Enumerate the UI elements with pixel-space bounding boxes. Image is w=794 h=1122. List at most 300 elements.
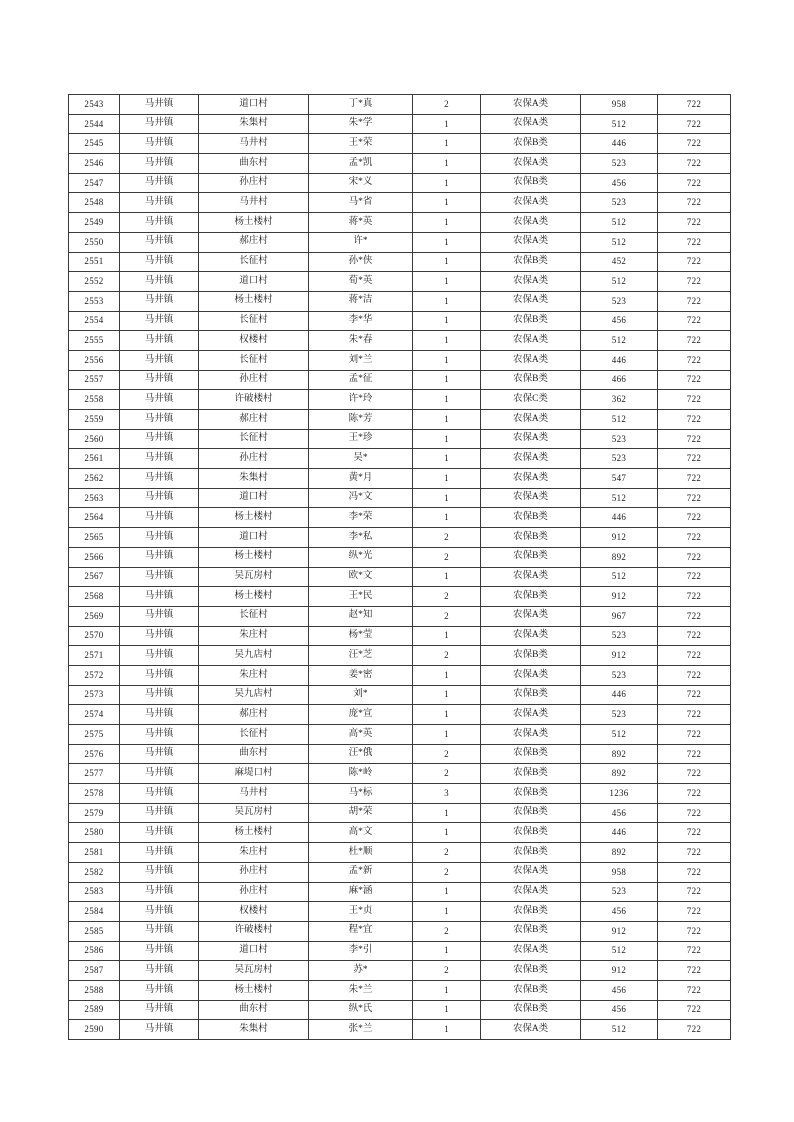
cell-amount: 456 [581, 173, 658, 193]
cell-town: 马井镇 [120, 528, 199, 548]
cell-name: 李*私 [309, 528, 413, 548]
cell-category: 农保C类 [481, 390, 581, 410]
cell-town: 马井镇 [120, 350, 199, 370]
cell-amount: 456 [581, 902, 658, 922]
cell-standard: 722 [658, 961, 731, 981]
cell-village: 孙庄村 [199, 173, 309, 193]
cell-amount: 912 [581, 646, 658, 666]
table-row [69, 311, 731, 331]
benefit-roster-table [68, 94, 731, 1040]
cell-village: 曲东村 [199, 744, 309, 764]
cell-village: 马井村 [199, 134, 309, 154]
cell-person-count: 1 [413, 882, 481, 902]
cell-town: 马井镇 [120, 134, 199, 154]
cell-amount: 466 [581, 370, 658, 390]
cell-town: 马井镇 [120, 567, 199, 587]
cell-serial: 2576 [69, 744, 120, 764]
cell-serial: 2543 [69, 95, 120, 115]
cell-category: 农保B类 [481, 980, 581, 1000]
table-row [69, 114, 731, 134]
cell-category: 农保A类 [481, 725, 581, 745]
cell-village: 长征村 [199, 606, 309, 626]
cell-category: 农保A类 [481, 350, 581, 370]
table-row [69, 862, 731, 882]
cell-name: 庞*宣 [309, 705, 413, 725]
cell-village: 朱集村 [199, 1020, 309, 1040]
cell-name: 李*华 [309, 311, 413, 331]
cell-amount: 892 [581, 744, 658, 764]
cell-amount: 446 [581, 508, 658, 528]
table-row [69, 213, 731, 233]
cell-serial: 2566 [69, 547, 120, 567]
cell-village: 曲东村 [199, 1000, 309, 1020]
cell-village: 吴九店村 [199, 685, 309, 705]
table-row [69, 921, 731, 941]
table-row [69, 980, 731, 1000]
cell-serial: 2574 [69, 705, 120, 725]
cell-town: 马井镇 [120, 547, 199, 567]
table-row [69, 370, 731, 390]
cell-name: 马*省 [309, 193, 413, 213]
cell-name: 王*贞 [309, 902, 413, 922]
cell-category: 农保B类 [481, 134, 581, 154]
cell-category: 农保B类 [481, 961, 581, 981]
cell-category: 农保B类 [481, 370, 581, 390]
cell-serial: 2578 [69, 784, 120, 804]
cell-person-count: 2 [413, 764, 481, 784]
cell-amount: 892 [581, 764, 658, 784]
table-row [69, 528, 731, 548]
cell-amount: 523 [581, 882, 658, 902]
table-row [69, 744, 731, 764]
cell-serial: 2569 [69, 606, 120, 626]
cell-village: 长征村 [199, 311, 309, 331]
cell-standard: 722 [658, 882, 731, 902]
cell-standard: 722 [658, 213, 731, 233]
cell-amount: 912 [581, 587, 658, 607]
cell-standard: 722 [658, 646, 731, 666]
cell-category: 农保A类 [481, 95, 581, 115]
cell-town: 马井镇 [120, 961, 199, 981]
cell-town: 马井镇 [120, 370, 199, 390]
cell-town: 马井镇 [120, 587, 199, 607]
table-row [69, 193, 731, 213]
cell-standard: 722 [658, 350, 731, 370]
cell-person-count: 1 [413, 350, 481, 370]
cell-serial: 2577 [69, 764, 120, 784]
cell-village: 郝庄村 [199, 232, 309, 252]
cell-town: 马井镇 [120, 173, 199, 193]
cell-town: 马井镇 [120, 449, 199, 469]
cell-serial: 2567 [69, 567, 120, 587]
cell-name: 汪*俄 [309, 744, 413, 764]
cell-person-count: 2 [413, 843, 481, 863]
cell-amount: 912 [581, 961, 658, 981]
cell-category: 农保B类 [481, 803, 581, 823]
cell-amount: 512 [581, 488, 658, 508]
cell-serial: 2564 [69, 508, 120, 528]
cell-town: 马井镇 [120, 114, 199, 134]
cell-standard: 722 [658, 134, 731, 154]
cell-name: 欧*文 [309, 567, 413, 587]
cell-name: 蒋*英 [309, 213, 413, 233]
cell-standard: 722 [658, 173, 731, 193]
cell-name: 吴* [309, 449, 413, 469]
cell-amount: 523 [581, 193, 658, 213]
cell-name: 冯*文 [309, 488, 413, 508]
cell-category: 农保B类 [481, 508, 581, 528]
cell-town: 马井镇 [120, 232, 199, 252]
cell-village: 杨土楼村 [199, 587, 309, 607]
cell-person-count: 1 [413, 390, 481, 410]
cell-serial: 2563 [69, 488, 120, 508]
cell-name: 王*珍 [309, 429, 413, 449]
cell-person-count: 1 [413, 272, 481, 292]
table-row [69, 803, 731, 823]
cell-person-count: 1 [413, 311, 481, 331]
table-row [69, 469, 731, 489]
cell-serial: 2570 [69, 626, 120, 646]
cell-name: 孙*侠 [309, 252, 413, 272]
cell-person-count: 1 [413, 508, 481, 528]
cell-town: 马井镇 [120, 311, 199, 331]
cell-standard: 722 [658, 114, 731, 134]
cell-standard: 722 [658, 784, 731, 804]
cell-town: 马井镇 [120, 665, 199, 685]
table-row [69, 390, 731, 410]
cell-name: 纵*光 [309, 547, 413, 567]
table-row [69, 784, 731, 804]
cell-amount: 512 [581, 272, 658, 292]
cell-serial: 2559 [69, 410, 120, 430]
cell-amount: 446 [581, 350, 658, 370]
cell-village: 朱集村 [199, 114, 309, 134]
table-row [69, 823, 731, 843]
cell-amount: 523 [581, 665, 658, 685]
cell-serial: 2568 [69, 587, 120, 607]
cell-town: 马井镇 [120, 823, 199, 843]
cell-serial: 2584 [69, 902, 120, 922]
cell-serial: 2579 [69, 803, 120, 823]
cell-village: 吴瓦房村 [199, 567, 309, 587]
cell-category: 农保B类 [481, 921, 581, 941]
cell-village: 孙庄村 [199, 882, 309, 902]
cell-serial: 2561 [69, 449, 120, 469]
cell-village: 长征村 [199, 725, 309, 745]
cell-person-count: 1 [413, 941, 481, 961]
cell-amount: 456 [581, 311, 658, 331]
cell-category: 农保A类 [481, 941, 581, 961]
cell-serial: 2557 [69, 370, 120, 390]
cell-serial: 2581 [69, 843, 120, 863]
cell-amount: 892 [581, 547, 658, 567]
cell-serial: 2556 [69, 350, 120, 370]
table-row [69, 488, 731, 508]
cell-name: 苏* [309, 961, 413, 981]
cell-standard: 722 [658, 705, 731, 725]
cell-amount: 523 [581, 449, 658, 469]
cell-category: 农保A类 [481, 429, 581, 449]
cell-serial: 2588 [69, 980, 120, 1000]
table-row [69, 665, 731, 685]
cell-amount: 446 [581, 134, 658, 154]
cell-category: 农保B类 [481, 685, 581, 705]
cell-person-count: 1 [413, 134, 481, 154]
cell-category: 农保A类 [481, 331, 581, 351]
table-row [69, 764, 731, 784]
cell-category: 农保B类 [481, 744, 581, 764]
cell-town: 马井镇 [120, 390, 199, 410]
cell-amount: 892 [581, 843, 658, 863]
cell-name: 丁*真 [309, 95, 413, 115]
cell-person-count: 1 [413, 803, 481, 823]
cell-town: 马井镇 [120, 508, 199, 528]
cell-name: 马*标 [309, 784, 413, 804]
cell-amount: 362 [581, 390, 658, 410]
cell-person-count: 1 [413, 154, 481, 174]
cell-village: 孙庄村 [199, 862, 309, 882]
cell-person-count: 1 [413, 213, 481, 233]
table-row [69, 508, 731, 528]
cell-person-count: 1 [413, 626, 481, 646]
cell-standard: 722 [658, 528, 731, 548]
cell-name: 孟*凯 [309, 154, 413, 174]
cell-name: 陈*芳 [309, 410, 413, 430]
cell-serial: 2548 [69, 193, 120, 213]
cell-amount: 512 [581, 725, 658, 745]
cell-village: 郝庄村 [199, 705, 309, 725]
cell-serial: 2547 [69, 173, 120, 193]
table-row [69, 350, 731, 370]
cell-amount: 523 [581, 154, 658, 174]
cell-name: 高*英 [309, 725, 413, 745]
cell-amount: 523 [581, 626, 658, 646]
cell-category: 农保A类 [481, 488, 581, 508]
cell-amount: 967 [581, 606, 658, 626]
cell-town: 马井镇 [120, 980, 199, 1000]
cell-category: 农保A类 [481, 410, 581, 430]
table-row [69, 1020, 731, 1040]
cell-name: 杨*莹 [309, 626, 413, 646]
table-row [69, 705, 731, 725]
table-row [69, 882, 731, 902]
cell-amount: 456 [581, 803, 658, 823]
cell-person-count: 1 [413, 232, 481, 252]
cell-name: 刘*兰 [309, 350, 413, 370]
table-row [69, 252, 731, 272]
cell-village: 吴瓦房村 [199, 961, 309, 981]
cell-person-count: 1 [413, 980, 481, 1000]
cell-serial: 2586 [69, 941, 120, 961]
cell-category: 农保A类 [481, 272, 581, 292]
cell-serial: 2582 [69, 862, 120, 882]
cell-category: 农保A类 [481, 567, 581, 587]
table-row [69, 547, 731, 567]
cell-name: 孟*征 [309, 370, 413, 390]
table-row [69, 567, 731, 587]
cell-serial: 2571 [69, 646, 120, 666]
cell-amount: 1236 [581, 784, 658, 804]
cell-serial: 2550 [69, 232, 120, 252]
table-row [69, 331, 731, 351]
cell-person-count: 1 [413, 823, 481, 843]
cell-town: 马井镇 [120, 272, 199, 292]
table-row [69, 587, 731, 607]
cell-standard: 722 [658, 488, 731, 508]
cell-amount: 512 [581, 331, 658, 351]
cell-name: 黄*月 [309, 469, 413, 489]
cell-village: 孙庄村 [199, 449, 309, 469]
cell-standard: 722 [658, 980, 731, 1000]
cell-person-count: 2 [413, 95, 481, 115]
cell-name: 姜*密 [309, 665, 413, 685]
cell-category: 农保B类 [481, 843, 581, 863]
cell-serial: 2549 [69, 213, 120, 233]
cell-person-count: 1 [413, 567, 481, 587]
cell-person-count: 2 [413, 921, 481, 941]
cell-town: 马井镇 [120, 843, 199, 863]
cell-amount: 512 [581, 941, 658, 961]
cell-person-count: 1 [413, 331, 481, 351]
cell-town: 马井镇 [120, 488, 199, 508]
table-row [69, 843, 731, 863]
cell-amount: 547 [581, 469, 658, 489]
cell-name: 朱*学 [309, 114, 413, 134]
cell-category: 农保B类 [481, 173, 581, 193]
cell-person-count: 1 [413, 725, 481, 745]
cell-person-count: 2 [413, 587, 481, 607]
table-row [69, 646, 731, 666]
cell-amount: 446 [581, 823, 658, 843]
cell-village: 长征村 [199, 429, 309, 449]
cell-serial: 2544 [69, 114, 120, 134]
cell-village: 道口村 [199, 488, 309, 508]
table-row [69, 272, 731, 292]
table-row [69, 154, 731, 174]
cell-standard: 722 [658, 803, 731, 823]
cell-person-count: 2 [413, 862, 481, 882]
cell-village: 吴瓦房村 [199, 803, 309, 823]
cell-town: 马井镇 [120, 252, 199, 272]
cell-town: 马井镇 [120, 213, 199, 233]
cell-village: 曲东村 [199, 154, 309, 174]
cell-standard: 722 [658, 843, 731, 863]
cell-serial: 2573 [69, 685, 120, 705]
cell-standard: 722 [658, 606, 731, 626]
cell-person-count: 1 [413, 114, 481, 134]
cell-serial: 2551 [69, 252, 120, 272]
table-row [69, 232, 731, 252]
cell-village: 麻堤口村 [199, 764, 309, 784]
cell-standard: 722 [658, 725, 731, 745]
cell-standard: 722 [658, 449, 731, 469]
cell-village: 朱庄村 [199, 665, 309, 685]
cell-standard: 722 [658, 862, 731, 882]
cell-serial: 2562 [69, 469, 120, 489]
cell-person-count: 1 [413, 429, 481, 449]
cell-standard: 722 [658, 823, 731, 843]
cell-standard: 722 [658, 1020, 731, 1040]
cell-amount: 912 [581, 921, 658, 941]
cell-standard: 722 [658, 410, 731, 430]
cell-village: 道口村 [199, 941, 309, 961]
cell-name: 麻*涵 [309, 882, 413, 902]
cell-serial: 2583 [69, 882, 120, 902]
table-row [69, 902, 731, 922]
cell-person-count: 1 [413, 252, 481, 272]
cell-category: 农保A类 [481, 232, 581, 252]
cell-town: 马井镇 [120, 1000, 199, 1020]
cell-town: 马井镇 [120, 725, 199, 745]
cell-category: 农保A类 [481, 154, 581, 174]
cell-category: 农保A类 [481, 469, 581, 489]
cell-village: 朱集村 [199, 469, 309, 489]
cell-town: 马井镇 [120, 626, 199, 646]
table-row [69, 626, 731, 646]
cell-village: 长征村 [199, 252, 309, 272]
table-row [69, 606, 731, 626]
cell-village: 朱庄村 [199, 843, 309, 863]
cell-village: 马井村 [199, 193, 309, 213]
cell-category: 农保A类 [481, 626, 581, 646]
cell-standard: 722 [658, 193, 731, 213]
cell-standard: 722 [658, 429, 731, 449]
cell-amount: 456 [581, 1000, 658, 1020]
cell-person-count: 1 [413, 173, 481, 193]
cell-village: 吴九店村 [199, 646, 309, 666]
cell-town: 马井镇 [120, 941, 199, 961]
cell-standard: 722 [658, 469, 731, 489]
cell-person-count: 1 [413, 1000, 481, 1020]
cell-category: 农保A类 [481, 291, 581, 311]
cell-standard: 722 [658, 626, 731, 646]
cell-name: 程*宜 [309, 921, 413, 941]
cell-town: 马井镇 [120, 705, 199, 725]
table-row [69, 725, 731, 745]
cell-category: 农保A类 [481, 449, 581, 469]
cell-category: 农保B类 [481, 1000, 581, 1020]
cell-name: 王*民 [309, 587, 413, 607]
cell-person-count: 2 [413, 744, 481, 764]
cell-category: 农保B类 [481, 528, 581, 548]
cell-serial: 2546 [69, 154, 120, 174]
cell-person-count: 1 [413, 488, 481, 508]
cell-town: 马井镇 [120, 154, 199, 174]
cell-amount: 912 [581, 528, 658, 548]
cell-town: 马井镇 [120, 862, 199, 882]
cell-category: 农保B类 [481, 252, 581, 272]
cell-serial: 2545 [69, 134, 120, 154]
cell-standard: 722 [658, 370, 731, 390]
cell-category: 农保A类 [481, 882, 581, 902]
table-row [69, 95, 731, 115]
cell-person-count: 1 [413, 665, 481, 685]
cell-amount: 512 [581, 567, 658, 587]
cell-person-count: 2 [413, 547, 481, 567]
cell-village: 郝庄村 [199, 410, 309, 430]
cell-name: 李*引 [309, 941, 413, 961]
cell-name: 杜*顺 [309, 843, 413, 863]
cell-standard: 722 [658, 941, 731, 961]
cell-serial: 2580 [69, 823, 120, 843]
cell-person-count: 1 [413, 370, 481, 390]
cell-town: 马井镇 [120, 882, 199, 902]
cell-person-count: 1 [413, 410, 481, 430]
cell-town: 马井镇 [120, 646, 199, 666]
cell-person-count: 1 [413, 685, 481, 705]
cell-category: 农保A类 [481, 665, 581, 685]
cell-person-count: 1 [413, 469, 481, 489]
